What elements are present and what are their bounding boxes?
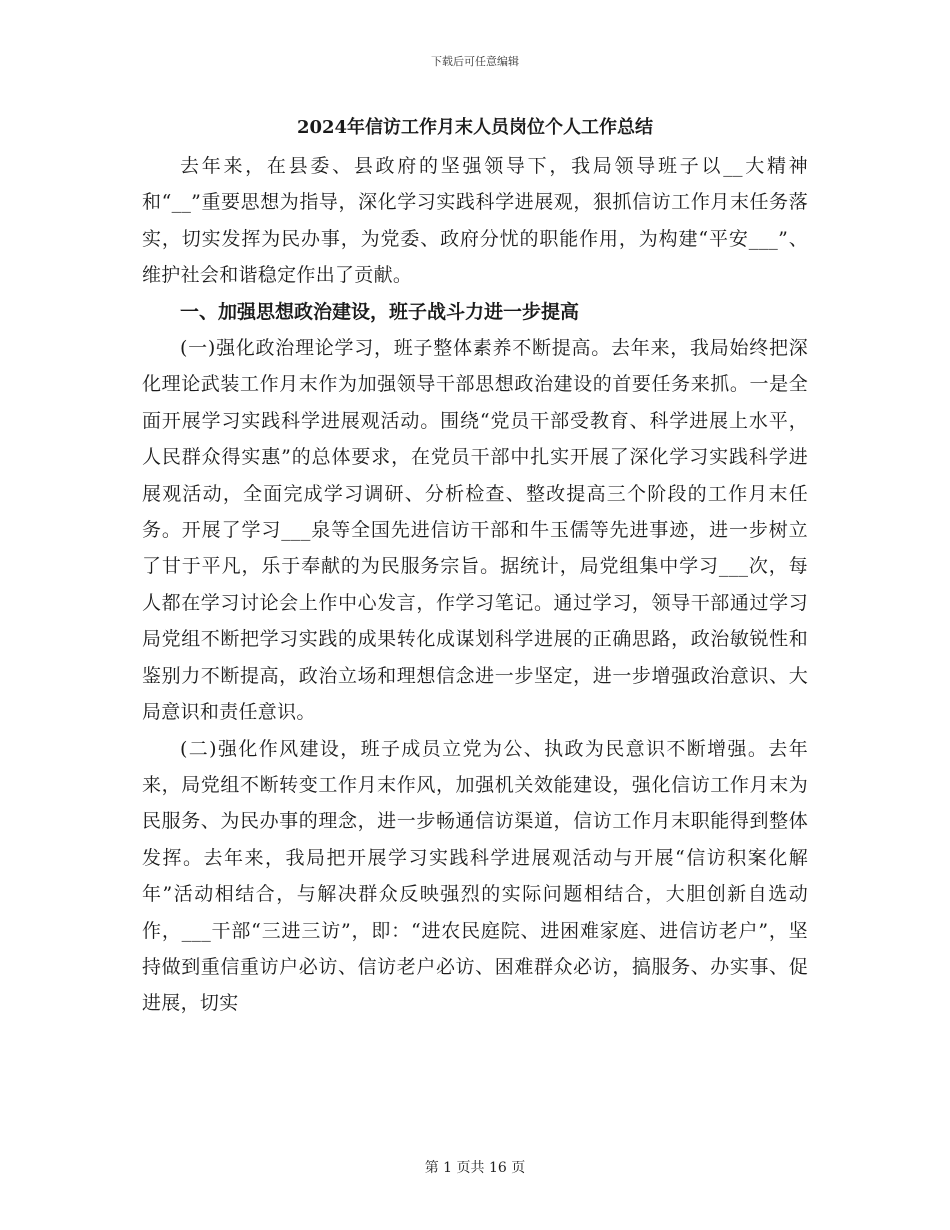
header-note: 下载后可任意编辑 — [431, 55, 519, 68]
document-body — [142, 108, 808, 1022]
paragraph-2: (二)强化作风建设，班子成员立党为公、执政为民意识不断增强。去年来，局党组不断转变工作月末作风，加强机关效能建设，强化信访工作月末为民服务、为民办事的理念，进一步畅通信访渠道，信访工作月末职能得到整体发挥。去年来，我局把开展学习实践科学进展观活动与开展“信访积案化解年”活动相结合，与解决群众反映强烈的实际问题相结合，大胆创新自选动作，___干部“三进三访”，即：“进农民庭院、进困难家庭、进信访老户”，坚持做到重信重访户必访、信访老户必访、困难群众必访，搞服务、办实事、促进展，切实 — [142, 737, 808, 1015]
intro-paragraph: 去年来，在县委、县政府的坚强领导下，我局领导班子以__大精神和“__”重要思想为指导，深化学习实践科学进展观，狠抓信访工作月末任务落实，切实发挥为民办事，为党委、政府分忧的职能作用，为构建“平安___”、维护社会和谐稳定作出了贡献。 — [142, 155, 808, 287]
section-heading: 一、加强思想政治建设，班子战斗力进一步提高 — [180, 300, 580, 323]
paragraph-1: (一)强化政治理论学习，班子整体素养不断提高。去年来，我局始终把深化理论武装工作月末作为加强领导干部思想政治建设的首要任务来抓。一是全面开展学习实践科学进展观活动。围绕“党员干部受教育、科学进展上水平，人民群众得实惠”的总体要求，在党员干部中扎实开展了深化学习实践科学进展观活动，全面完成学习调研、分析检查、整改提高三个阶段的工作月末任务。开展了学习___泉等全国先进信访干部和牛玉儒等先进事迹，进一步树立了甘于平凡，乐于奉献的为民服务宗旨。据统计，局党组集中学习___次，每人都在学习讨论会上作中心发言，作学习笔记。通过学习，领导干部通过学习局党组不断把学习实践的成果转化成谋划科学进展的正确思路，政治敏锐性和鉴别力不断提高，政治立场和理想信念进一步坚定，进一步增强政治意识、大局意识和责任意识。 — [142, 337, 808, 724]
page-number: 第 1 页共 16 页 — [424, 1160, 526, 1176]
document-title: 2024年信访工作月末人员岗位个人工作总结 — [296, 117, 654, 138]
